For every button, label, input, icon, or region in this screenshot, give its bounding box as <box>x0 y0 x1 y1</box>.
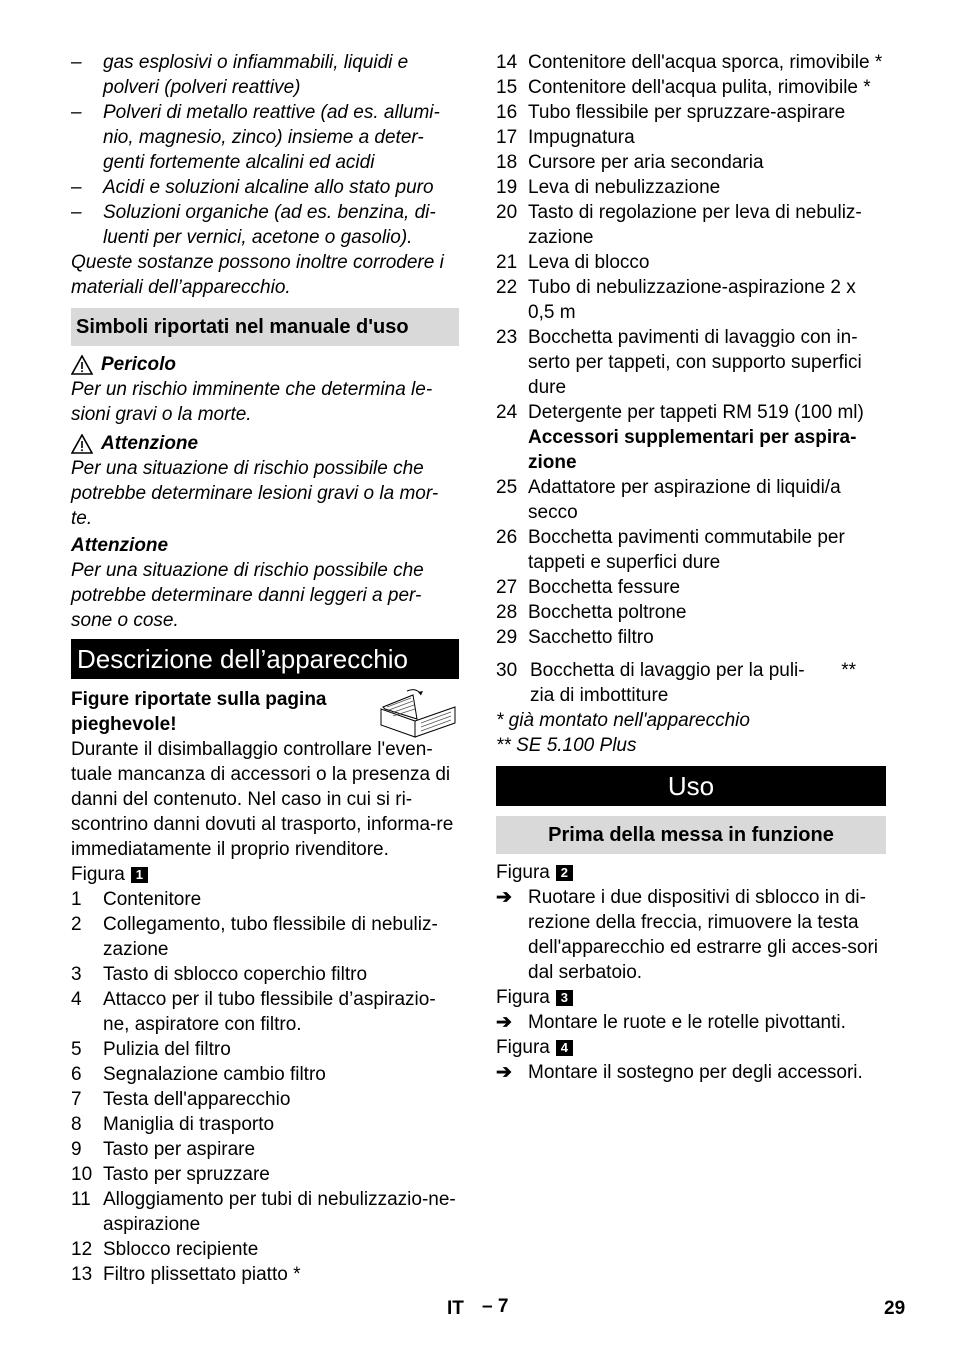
item-text: Tasto per aspirare <box>103 1139 256 1160</box>
figure-badge: 4 <box>556 1040 573 1056</box>
list-item <box>496 150 886 175</box>
dash-bullet: – <box>71 102 82 123</box>
item-number: 15 <box>496 77 518 98</box>
figure-1-label: Figura 1 <box>71 862 459 887</box>
list-item <box>496 100 886 125</box>
list-item <box>496 250 886 275</box>
item-text: Tubo flessibile per spruzzare-aspirare <box>528 102 846 123</box>
parts-list-left <box>71 887 459 1287</box>
item-text: Attacco per il tubo flessibile d’aspirazio-ne, aspiratore con filtro. <box>103 989 436 1035</box>
dash-bullet: – <box>71 177 82 198</box>
warning-title-row <box>71 431 459 456</box>
item-number: 25 <box>496 477 518 498</box>
instruction-step <box>496 1010 886 1035</box>
list-item <box>71 100 459 175</box>
item-text: Testa dell'apparecchio <box>103 1089 291 1110</box>
item-number: 7 <box>71 1089 82 1110</box>
steps-list <box>496 860 886 1085</box>
instruction-step <box>496 1060 886 1085</box>
list-item <box>496 275 886 325</box>
item-mark: ** <box>841 660 856 681</box>
list-item <box>71 1087 459 1112</box>
item-text: Bocchetta pavimenti di lavaggio con in-serto per tappeti, con supporto superfici dure <box>528 327 862 398</box>
item-number: 20 <box>496 202 518 223</box>
left-column <box>71 50 459 1287</box>
item-text: Bocchetta fessure <box>528 577 681 598</box>
figure-label: Figura 4 <box>496 1035 886 1060</box>
arrow-right-icon: ➔ <box>496 1062 512 1083</box>
warning-triangle-icon <box>71 434 93 454</box>
item-text: Tasto di regolazione per leva di nebuliz-zazione <box>528 202 862 248</box>
arrow-right-icon: ➔ <box>496 887 512 908</box>
list-item <box>71 962 459 987</box>
item-text: Pulizia del filtro <box>103 1039 231 1060</box>
list-item <box>496 125 886 150</box>
warning-triangle-icon <box>71 355 93 375</box>
list-item <box>496 525 886 575</box>
list-item <box>71 887 459 912</box>
list-item <box>496 50 886 75</box>
before-heading: Prima della messa in funzione <box>496 816 886 854</box>
step-text: Ruotare i due dispositivi di sblocco in di-rezione della freccia, rimuovere la testa dell'apparecchio ed estrarre gli acces-sori dal serbatoio. <box>528 887 879 983</box>
list-item <box>71 912 459 962</box>
item-number: 18 <box>496 152 518 173</box>
item-text: Tasto di sblocco coperchio filtro <box>103 964 368 985</box>
use-heading: Uso <box>496 766 886 806</box>
list-item <box>496 175 886 200</box>
list-item <box>496 658 886 708</box>
figure-label: Figura 2 <box>496 860 886 885</box>
item-number: 30 <box>496 660 518 681</box>
list-item <box>71 987 459 1037</box>
hazard-list <box>71 50 459 250</box>
item-text: Bocchetta pavimenti commutabile per tappeti e superfici dure <box>528 527 845 573</box>
right-column <box>496 50 886 1085</box>
item-text: Tubo di nebulizzazione-aspirazione 2 x 0,5 m <box>528 277 856 323</box>
item-text: Adattatore per aspirazione di liquidi/a secco <box>528 477 841 523</box>
item-text: Leva di blocco <box>528 252 650 273</box>
item-text: Acidi e soluzioni alcaline allo stato puro <box>103 177 434 198</box>
footnote-2: ** SE 5.100 Plus <box>496 735 637 756</box>
step-text: Montare le ruote e le rotelle pivottanti. <box>528 1012 846 1033</box>
item-text: Cursore per aria secondaria <box>528 152 764 173</box>
item-number: 1 <box>71 889 82 910</box>
danger-title-row <box>71 352 459 377</box>
item-text: Leva di nebulizzazione <box>528 177 721 198</box>
page-number: 29 <box>884 1298 906 1319</box>
item-text: Sacchetto filtro <box>528 627 654 648</box>
list-item <box>496 325 886 400</box>
item-text: Contenitore dell'acqua sporca, rimovibile * <box>528 52 883 73</box>
list-item <box>71 50 459 100</box>
parts-list-right <box>496 50 886 425</box>
caution-text: Per una situazione di rischio possibile che potrebbe determinare danni leggeri a per-sone o cose. <box>71 560 424 631</box>
list-item <box>71 1162 459 1187</box>
figures-text: Durante il disimballaggio controllare l'even-tuale mancanza di accessori o la presenza di danni del contenuto. Nel caso in cui si ri-scontrino danni dovuti al trasporto, informa-re immediatamente il proprio rivenditore. <box>71 739 454 860</box>
footnote-1: * già montato nell'apparecchio <box>496 710 750 731</box>
figures-note <box>71 687 459 737</box>
list-item <box>71 1062 459 1087</box>
dash-bullet: – <box>71 202 82 223</box>
list-item <box>496 75 886 100</box>
item-text: Detergente per tappeti RM 519 (100 ml) <box>528 402 864 423</box>
item-number: 26 <box>496 527 518 548</box>
list-item <box>496 400 886 425</box>
list-item <box>71 200 459 250</box>
item-number: 29 <box>496 627 518 648</box>
list-item <box>71 175 459 200</box>
item-number: 6 <box>71 1064 82 1085</box>
list-item <box>71 1112 459 1137</box>
item-text: Polveri di metallo reattive (ad es. allumi-nio, magnesio, zinco) insieme a deter-genti fortemente alcalini ed acidi <box>103 102 440 173</box>
footer-subpage: – 7 <box>482 1296 509 1317</box>
item-text: Maniglia di trasporto <box>103 1114 275 1135</box>
item-number: 3 <box>71 964 82 985</box>
item-number: 10 <box>71 1164 93 1185</box>
item-number: 8 <box>71 1114 82 1135</box>
item-text: Contenitore dell'acqua pulita, rimovibile * <box>528 77 871 98</box>
intro-note: Queste sostanze possono inoltre corrodere i materiali dell’apparecchio. <box>71 252 444 298</box>
accessories-heading: Accessori supplementari per aspira-zione <box>528 427 857 473</box>
item-text: Contenitore <box>103 889 202 910</box>
figure-badge: 3 <box>556 990 573 1006</box>
list-item <box>71 1137 459 1162</box>
description-heading: Descrizione dell’apparecchio <box>71 639 459 679</box>
danger-text: Per un rischio imminente che determina le-sioni gravi o la morte. <box>71 379 433 425</box>
accessories-list <box>496 475 886 650</box>
item-text: gas esplosivi o infiammabili, liquidi e polveri (polveri reattive) <box>103 52 409 98</box>
item-number: 17 <box>496 127 518 148</box>
item-number: 23 <box>496 327 518 348</box>
symbols-heading: Simboli riportati nel manuale d'uso <box>71 308 459 346</box>
list-item <box>71 1237 459 1262</box>
instruction-step <box>496 885 886 985</box>
figure-label: Figura 3 <box>496 985 886 1010</box>
item-text: Tasto per spruzzare <box>103 1164 270 1185</box>
figure-badge: 1 <box>131 867 148 883</box>
item-text: Bocchetta poltrone <box>528 602 687 623</box>
item-text: Sblocco recipiente <box>103 1239 259 1260</box>
item-text: Filtro plissettato piatto * <box>103 1264 301 1285</box>
item-number: 2 <box>71 914 82 935</box>
list-item <box>496 200 886 250</box>
item-number: 11 <box>71 1189 91 1210</box>
dash-bullet: – <box>71 52 82 73</box>
figures-title: Figure riportate sulla pagina pieghevole! <box>71 689 327 735</box>
list-item <box>496 600 886 625</box>
item-number: 12 <box>71 1239 93 1260</box>
item-text: Collegamento, tubo flessibile di nebuliz-zazione <box>103 914 438 960</box>
item-text: Alloggiamento per tubi di nebulizzazio-ne-aspirazione <box>103 1189 456 1235</box>
item-number: 4 <box>71 989 82 1010</box>
item-text: Impugnatura <box>528 127 635 148</box>
list-item <box>71 1187 459 1237</box>
item-number: 9 <box>71 1139 82 1160</box>
footer-lang: IT <box>447 1298 464 1319</box>
danger-title: Pericolo <box>101 354 176 375</box>
item-number: 16 <box>496 102 518 123</box>
list-item <box>71 1037 459 1062</box>
item-number: 24 <box>496 402 518 423</box>
item-number: 19 <box>496 177 518 198</box>
step-text: Montare il sostegno per degli accessori. <box>528 1062 863 1083</box>
caution-title: Attenzione <box>71 535 169 556</box>
arrow-right-icon: ➔ <box>496 1012 512 1033</box>
open-book-icon <box>377 687 459 739</box>
list-item <box>496 575 886 600</box>
item-number: 27 <box>496 577 518 598</box>
list-item <box>71 1262 459 1287</box>
list-item <box>496 625 886 650</box>
item-number: 22 <box>496 277 518 298</box>
item-text: Soluzioni organiche (ad es. benzina, di-luenti per vernici, acetone o gasolio). <box>103 202 436 248</box>
warning-text: Per una situazione di rischio possibile che potrebbe determinare lesioni gravi o la mor-te. <box>71 458 439 529</box>
item-number: 21 <box>496 252 518 273</box>
figure-badge: 2 <box>556 865 573 881</box>
item-text: Bocchetta di lavaggio per la puli-zia di imbottiture <box>530 660 805 706</box>
item-number: 13 <box>71 1264 93 1285</box>
item-number: 5 <box>71 1039 82 1060</box>
item-number: 14 <box>496 52 518 73</box>
item-text: Segnalazione cambio filtro <box>103 1064 326 1085</box>
list-item <box>496 475 886 525</box>
item-number: 28 <box>496 602 518 623</box>
warning-title: Attenzione <box>101 433 199 454</box>
